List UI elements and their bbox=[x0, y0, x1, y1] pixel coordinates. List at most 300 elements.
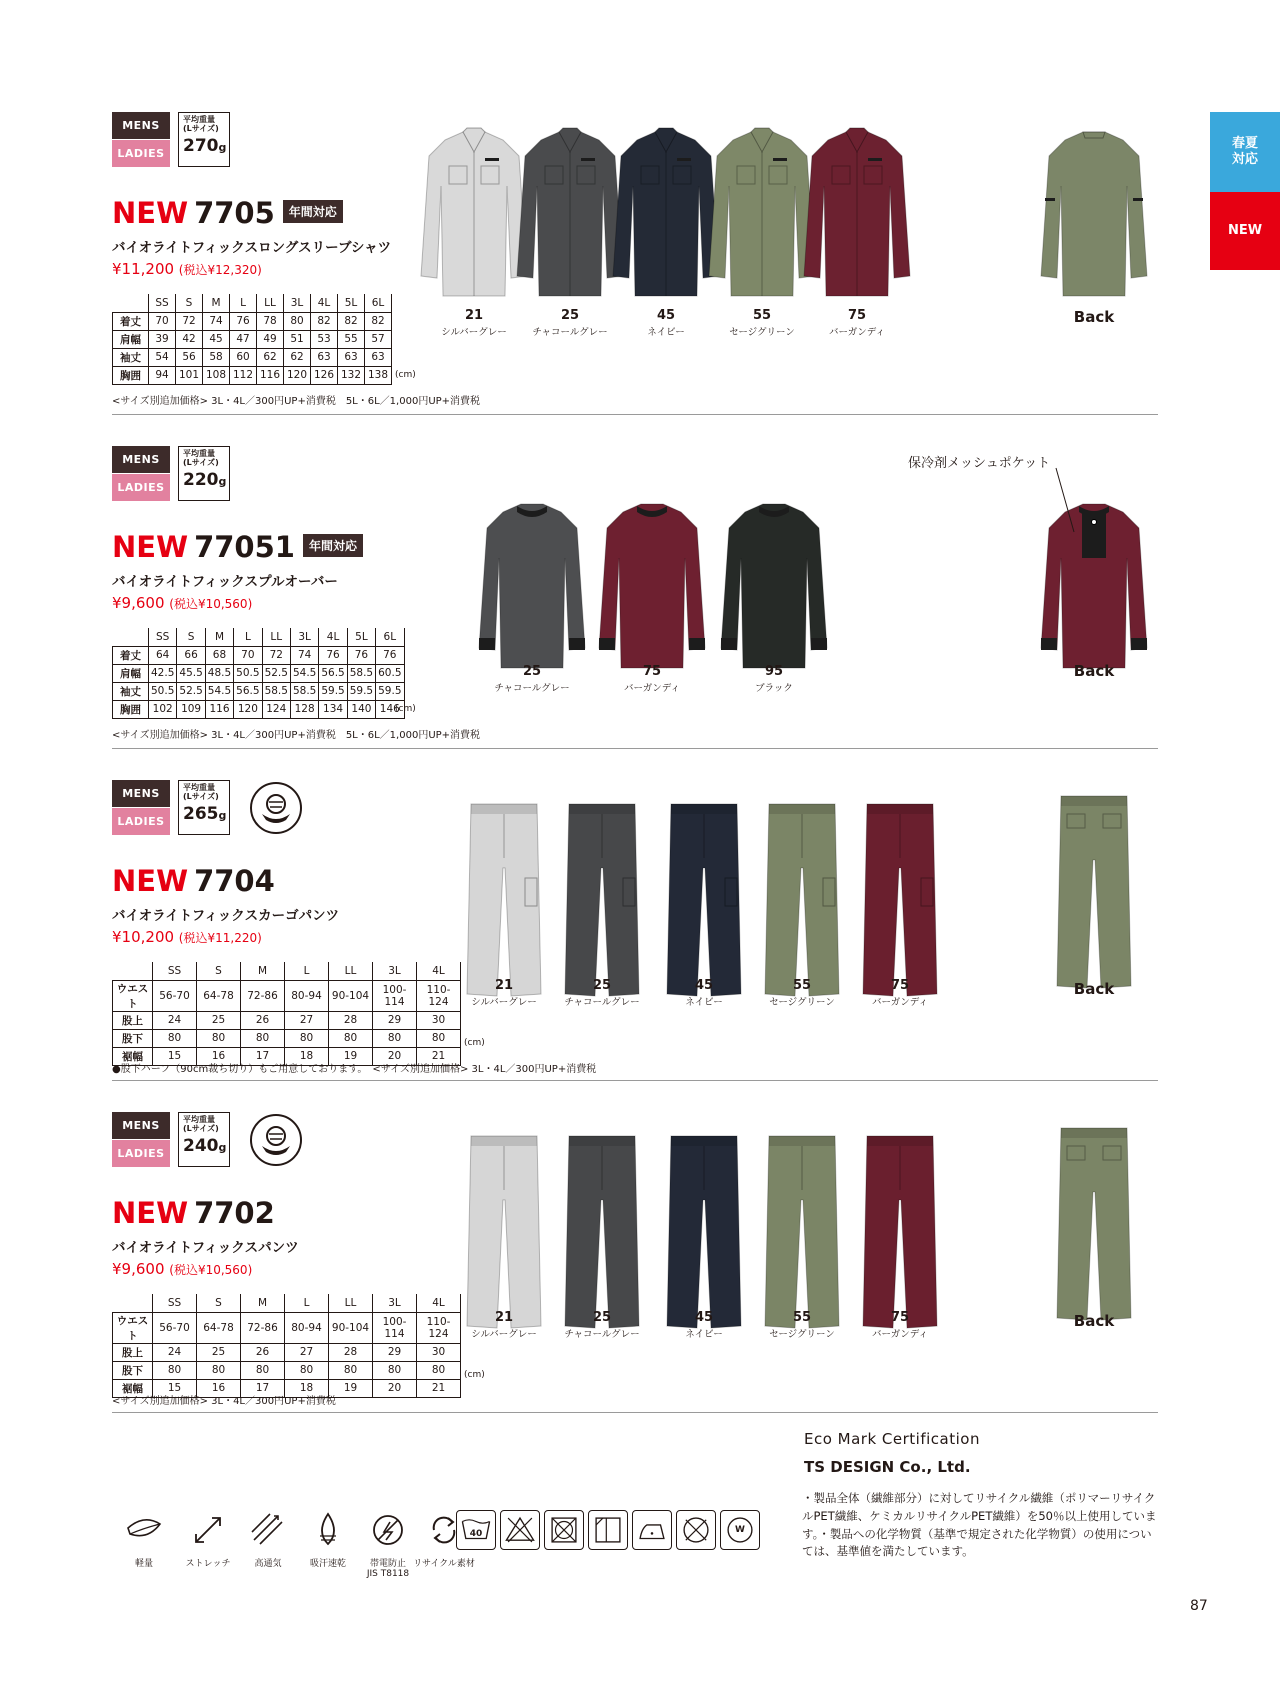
table-cell: 63 bbox=[338, 348, 365, 366]
table-cell: 50.5 bbox=[234, 664, 262, 682]
table-cell: 18 bbox=[285, 1379, 329, 1397]
section-divider bbox=[112, 1080, 1158, 1081]
color-name: セージグリーン bbox=[769, 1329, 835, 1340]
product-image-55 bbox=[759, 1130, 845, 1334]
table-cell: 24 bbox=[153, 1011, 197, 1029]
eco-mark-title: Eco Mark Certification bbox=[804, 1430, 980, 1448]
table-cell: 80 bbox=[284, 312, 311, 330]
table-cell: 25 bbox=[197, 1011, 241, 1029]
color-code: 25 bbox=[592, 978, 612, 993]
table-cell: 53 bbox=[311, 330, 338, 348]
table-row bbox=[113, 1312, 461, 1343]
weight-label: 平均重量 (Lサイズ) bbox=[183, 449, 219, 467]
table-cell: 80 bbox=[153, 1361, 197, 1379]
color-name: バーガンディ bbox=[623, 683, 681, 694]
color-name: セージグリーン bbox=[769, 997, 835, 1008]
eco-description: ・製品全体（繊維部分）に対してリサイクル繊維（ポリマーリサイクルPET繊維、ケミカルリサイクルPET繊維）を50％以上使用しています。・製品への化学物質（基準で規定された化学物質）の使用については、基準値を満たしています。 bbox=[802, 1491, 1157, 1559]
feature-label: 帯電防止 JIS T8118 bbox=[366, 1559, 410, 1579]
table-cell: 45 bbox=[203, 330, 230, 348]
unit-label: (cm) bbox=[464, 1370, 485, 1380]
new-label: NEW bbox=[112, 196, 189, 230]
new-label: NEW bbox=[112, 1196, 189, 1230]
color-name: ネイビー bbox=[685, 1329, 723, 1340]
size-header: 4L bbox=[417, 1294, 461, 1312]
row-label: 袖丈 bbox=[113, 348, 149, 366]
size-header: M bbox=[205, 628, 233, 646]
table-cell: 60.5 bbox=[376, 664, 404, 682]
table-cell: 64-78 bbox=[197, 980, 241, 1011]
table-cell: 15 bbox=[153, 1379, 197, 1397]
table-cell: 80 bbox=[241, 1029, 285, 1047]
ladies-badge: LADIES bbox=[112, 474, 170, 501]
product-image-45 bbox=[661, 798, 747, 1002]
back-view-image bbox=[1035, 126, 1153, 310]
weight-label: 平均重量 (Lサイズ) bbox=[183, 783, 219, 801]
table-cell: 80 bbox=[197, 1029, 241, 1047]
no-tumble-dry-icon bbox=[544, 1510, 584, 1550]
color-name: チャコールグレー bbox=[564, 997, 640, 1008]
ladies-badge: LADIES bbox=[112, 1140, 170, 1167]
size-header: M bbox=[241, 962, 285, 980]
feature-water-drop bbox=[296, 1510, 360, 1569]
table-cell: 90-104 bbox=[329, 1312, 373, 1343]
table-cell: 63 bbox=[365, 348, 392, 366]
table-cell: 110-124 bbox=[417, 1312, 461, 1343]
table-cell: 128 bbox=[290, 700, 318, 718]
eco-badge-icon bbox=[250, 1114, 302, 1166]
table-cell: 72-86 bbox=[241, 1312, 285, 1343]
table-cell: 100-114 bbox=[373, 980, 417, 1011]
table-cell: 21 bbox=[417, 1379, 461, 1397]
size-header: S bbox=[197, 962, 241, 980]
feature-label: 吸汗速乾 bbox=[309, 1559, 346, 1569]
product-name: バイオライトフィックスパンツ bbox=[112, 1240, 299, 1256]
table-cell: 56.5 bbox=[319, 664, 347, 682]
table-cell: 15 bbox=[153, 1047, 197, 1065]
color-code: 25 bbox=[560, 308, 580, 323]
table-cell: 116 bbox=[205, 700, 233, 718]
size-header: L bbox=[230, 294, 257, 312]
table-cell: 132 bbox=[338, 366, 365, 384]
antistatic-icon bbox=[368, 1510, 408, 1550]
size-header: 3L bbox=[284, 294, 311, 312]
table-cell: 116 bbox=[257, 366, 284, 384]
color-name: チャコールグレー bbox=[494, 683, 570, 694]
color-code: 45 bbox=[656, 308, 676, 323]
no-bleach-icon bbox=[500, 1510, 540, 1550]
table-cell: 58.5 bbox=[347, 664, 375, 682]
product-image-25 bbox=[559, 798, 645, 1002]
size-chart-table bbox=[112, 628, 405, 719]
table-cell: 76 bbox=[376, 646, 404, 664]
size-header: LL bbox=[257, 294, 284, 312]
season-badge: 年間対応 bbox=[283, 200, 343, 223]
row-label: ウエスト bbox=[113, 1312, 153, 1343]
product-price: ¥9,600 (税込¥10,560) bbox=[112, 594, 253, 612]
row-label: 股下 bbox=[113, 1361, 153, 1379]
color-name: ネイビー bbox=[685, 997, 723, 1008]
table-cell: 80 bbox=[285, 1361, 329, 1379]
table-row bbox=[113, 700, 405, 718]
no-dry-clean-icon bbox=[676, 1510, 716, 1550]
feather-icon bbox=[124, 1510, 164, 1550]
table-cell: 62 bbox=[284, 348, 311, 366]
table-cell: 80-94 bbox=[285, 1312, 329, 1343]
mesh-pocket-label: 保冷剤メッシュポケット bbox=[908, 456, 1051, 471]
color-code: 75 bbox=[642, 664, 662, 679]
table-cell: 29 bbox=[373, 1011, 417, 1029]
table-cell: 80 bbox=[329, 1361, 373, 1379]
color-code: 75 bbox=[847, 308, 867, 323]
product-price: ¥9,600 (税込¥10,560) bbox=[112, 1260, 253, 1278]
back-view-image bbox=[1051, 790, 1137, 994]
weight-value: 220g bbox=[183, 469, 227, 490]
table-cell: 27 bbox=[285, 1343, 329, 1361]
table-cell: 72-86 bbox=[241, 980, 285, 1011]
product-code: 7702 bbox=[194, 1196, 275, 1230]
product-title bbox=[112, 1196, 275, 1230]
table-cell: 60 bbox=[230, 348, 257, 366]
table-cell: 42 bbox=[176, 330, 203, 348]
table-cell: 16 bbox=[197, 1047, 241, 1065]
spring-summer-tab bbox=[1210, 112, 1280, 192]
weight-value: 270g bbox=[183, 135, 227, 156]
table-cell: 80 bbox=[373, 1361, 417, 1379]
size-header: L bbox=[234, 628, 262, 646]
color-name: セージグリーン bbox=[729, 327, 795, 338]
product-image-45 bbox=[661, 1130, 747, 1334]
color-name: ブラック bbox=[755, 683, 793, 694]
product-price: ¥11,200 (税込¥12,320) bbox=[112, 260, 262, 278]
size-header: 3L bbox=[290, 628, 318, 646]
table-cell: 18 bbox=[285, 1047, 329, 1065]
line-dry-icon bbox=[588, 1510, 628, 1550]
table-row bbox=[113, 1361, 461, 1379]
table-cell: 80-94 bbox=[285, 980, 329, 1011]
table-row bbox=[113, 1343, 461, 1361]
care-text: W bbox=[735, 1525, 745, 1535]
table-cell: 101 bbox=[176, 366, 203, 384]
table-cell: 29 bbox=[373, 1343, 417, 1361]
unit-label: (cm) bbox=[395, 370, 416, 380]
color-code: 55 bbox=[752, 308, 772, 323]
size-header: 4L bbox=[311, 294, 338, 312]
color-code: 55 bbox=[792, 978, 812, 993]
weight-value: 240g bbox=[183, 1135, 227, 1156]
table-cell: 140 bbox=[347, 700, 375, 718]
table-cell: 66 bbox=[177, 646, 205, 664]
product-code: 77051 bbox=[194, 530, 295, 564]
row-label: 裾幅 bbox=[113, 1047, 153, 1065]
gender-badge bbox=[112, 112, 170, 167]
table-row bbox=[113, 348, 392, 366]
table-cell: 62 bbox=[257, 348, 284, 366]
table-cell: 82 bbox=[338, 312, 365, 330]
iron-low-icon bbox=[632, 1510, 672, 1550]
size-chart-table bbox=[112, 294, 392, 385]
back-label: Back bbox=[1073, 980, 1115, 998]
product-section-77051 bbox=[112, 446, 1158, 766]
size-header: 5L bbox=[347, 628, 375, 646]
table-cell: 72 bbox=[262, 646, 290, 664]
unit-label: (cm) bbox=[395, 704, 416, 714]
table-cell: 45.5 bbox=[177, 664, 205, 682]
weight-label: 平均重量 (Lサイズ) bbox=[183, 1115, 219, 1133]
table-cell: 56-70 bbox=[153, 1312, 197, 1343]
product-image-55 bbox=[759, 798, 845, 1002]
size-header: 5L bbox=[338, 294, 365, 312]
row-label: 袖丈 bbox=[113, 682, 149, 700]
season-badge: 年間対応 bbox=[303, 534, 363, 557]
table-cell: 52.5 bbox=[262, 664, 290, 682]
size-header: SS bbox=[153, 1294, 197, 1312]
product-title bbox=[112, 196, 343, 230]
size-header: L bbox=[285, 962, 329, 980]
size-header: SS bbox=[149, 628, 177, 646]
size-price-note: <サイズ別追加価格> 3L・4L／300円UP+消費税 5L・6L／1,000円UP+消費税 bbox=[112, 396, 481, 407]
size-header: LL bbox=[329, 1294, 373, 1312]
color-name: シルバーグレー bbox=[471, 997, 537, 1008]
table-row bbox=[113, 980, 461, 1011]
product-code: 7705 bbox=[194, 196, 275, 230]
table-cell: 59.5 bbox=[376, 682, 404, 700]
size-header: M bbox=[203, 294, 230, 312]
table-cell: 70 bbox=[149, 312, 176, 330]
size-header: 3L bbox=[373, 962, 417, 980]
feature-label: 高通気 bbox=[254, 1559, 282, 1569]
row-label: 着丈 bbox=[113, 646, 149, 664]
new-label: NEW bbox=[112, 864, 189, 898]
table-cell: 80 bbox=[373, 1029, 417, 1047]
table-cell: 39 bbox=[149, 330, 176, 348]
size-price-note: <サイズ別追加価格> 3L・4L／300円UP+消費税 bbox=[112, 1396, 336, 1407]
table-cell: 48.5 bbox=[205, 664, 233, 682]
row-label: 股上 bbox=[113, 1343, 153, 1361]
back-view-image bbox=[1051, 1122, 1137, 1326]
table-cell: 54.5 bbox=[205, 682, 233, 700]
gender-badge bbox=[112, 1112, 170, 1167]
weight-value: 265g bbox=[183, 803, 227, 824]
product-code: 7704 bbox=[194, 864, 275, 898]
color-name: バーガンディ bbox=[828, 327, 886, 338]
table-cell: 102 bbox=[149, 700, 177, 718]
table-cell: 30 bbox=[417, 1343, 461, 1361]
new-tab bbox=[1210, 192, 1280, 270]
table-cell: 90-104 bbox=[329, 980, 373, 1011]
table-cell: 74 bbox=[290, 646, 318, 664]
table-cell: 58.5 bbox=[262, 682, 290, 700]
table-cell: 110-124 bbox=[417, 980, 461, 1011]
table-cell: 134 bbox=[319, 700, 347, 718]
table-cell: 52.5 bbox=[177, 682, 205, 700]
table-cell: 54.5 bbox=[290, 664, 318, 682]
table-cell: 26 bbox=[241, 1011, 285, 1029]
size-price-note: <サイズ別追加価格> 3L・4L／300円UP+消費税 5L・6L／1,000円UP+消費税 bbox=[112, 730, 481, 741]
feature-antistatic bbox=[356, 1510, 420, 1579]
table-cell: 82 bbox=[365, 312, 392, 330]
size-header: 4L bbox=[417, 962, 461, 980]
gender-badge bbox=[112, 446, 170, 501]
size-header: M bbox=[241, 1294, 285, 1312]
size-header: L bbox=[285, 1294, 329, 1312]
color-code: 25 bbox=[522, 664, 542, 679]
table-cell: 59.5 bbox=[319, 682, 347, 700]
row-label: 胸囲 bbox=[113, 700, 149, 718]
size-header: LL bbox=[262, 628, 290, 646]
table-cell: 120 bbox=[234, 700, 262, 718]
average-weight-box bbox=[178, 1112, 230, 1167]
product-title bbox=[112, 530, 363, 564]
table-cell: 112 bbox=[230, 366, 257, 384]
product-name: バイオライトフィックスプルオーバー bbox=[112, 574, 338, 590]
color-name: バーガンディ bbox=[871, 1329, 929, 1340]
table-cell: 19 bbox=[329, 1379, 373, 1397]
mens-badge: MENS bbox=[112, 780, 170, 807]
table-cell: 70 bbox=[234, 646, 262, 664]
table-cell: 100-114 bbox=[373, 1312, 417, 1343]
table-cell: 20 bbox=[373, 1379, 417, 1397]
product-title bbox=[112, 864, 275, 898]
table-cell: 56 bbox=[176, 348, 203, 366]
wash-40-icon bbox=[456, 1510, 496, 1550]
color-code: 55 bbox=[792, 1310, 812, 1325]
color-name: シルバーグレー bbox=[471, 1329, 537, 1340]
company-name: TS DESIGN Co., Ltd. bbox=[804, 1458, 971, 1476]
product-image-75 bbox=[857, 798, 943, 1002]
unit-label: (cm) bbox=[464, 1038, 485, 1048]
section-divider bbox=[112, 1412, 1158, 1413]
color-name: シルバーグレー bbox=[441, 327, 507, 338]
table-cell: 138 bbox=[365, 366, 392, 384]
feature-feather bbox=[112, 1510, 176, 1569]
size-header: SS bbox=[153, 962, 197, 980]
product-image-25 bbox=[473, 498, 591, 682]
page-number: 87 bbox=[1190, 1598, 1208, 1614]
table-cell: 56.5 bbox=[234, 682, 262, 700]
product-image-75 bbox=[593, 498, 711, 682]
row-label: 裾幅 bbox=[113, 1379, 153, 1397]
size-chart-table bbox=[112, 1294, 461, 1398]
product-image-21 bbox=[461, 1130, 547, 1334]
ladies-badge: LADIES bbox=[112, 808, 170, 835]
color-name: ネイビー bbox=[647, 327, 685, 338]
color-code: 21 bbox=[494, 1310, 514, 1325]
product-price: ¥10,200 (税込¥11,220) bbox=[112, 928, 262, 946]
table-cell: 58 bbox=[203, 348, 230, 366]
back-label: Back bbox=[1073, 662, 1115, 680]
table-cell: 55 bbox=[338, 330, 365, 348]
wet-clean-icon bbox=[720, 1510, 760, 1550]
table-cell: 146 bbox=[376, 700, 404, 718]
spring-tab-label: 春夏 対応 bbox=[1231, 135, 1258, 167]
ladies-badge: LADIES bbox=[112, 140, 170, 167]
size-header: SS bbox=[149, 294, 176, 312]
feature-stretch bbox=[176, 1510, 240, 1569]
table-cell: 50.5 bbox=[149, 682, 177, 700]
table-cell: 17 bbox=[241, 1047, 285, 1065]
table-cell: 80 bbox=[417, 1029, 461, 1047]
table-cell: 80 bbox=[153, 1029, 197, 1047]
table-cell: 94 bbox=[149, 366, 176, 384]
new-tab-label: NEW bbox=[1227, 222, 1263, 238]
color-code: 75 bbox=[890, 978, 910, 993]
new-label: NEW bbox=[112, 530, 189, 564]
table-cell: 56-70 bbox=[153, 980, 197, 1011]
table-cell: 74 bbox=[203, 312, 230, 330]
product-image-95 bbox=[715, 498, 833, 682]
size-header: S bbox=[177, 628, 205, 646]
stretch-icon bbox=[188, 1510, 228, 1550]
section-divider bbox=[112, 748, 1158, 749]
table-cell: 82 bbox=[311, 312, 338, 330]
water-drop-icon bbox=[308, 1510, 348, 1550]
color-code: 21 bbox=[464, 308, 484, 323]
feature-label: リサイクル素材 bbox=[413, 1559, 475, 1569]
table-cell: 16 bbox=[197, 1379, 241, 1397]
row-label: ウエスト bbox=[113, 980, 153, 1011]
table-cell: 109 bbox=[177, 700, 205, 718]
table-cell: 24 bbox=[153, 1343, 197, 1361]
product-image-75 bbox=[798, 126, 916, 310]
average-weight-box bbox=[178, 446, 230, 501]
product-section-7705 bbox=[112, 112, 1158, 432]
mens-badge: MENS bbox=[112, 112, 170, 139]
product-image-25 bbox=[559, 1130, 645, 1334]
row-label: 股上 bbox=[113, 1011, 153, 1029]
table-cell: 80 bbox=[285, 1029, 329, 1047]
table-cell: 124 bbox=[262, 700, 290, 718]
product-image-21 bbox=[461, 798, 547, 1002]
table-row bbox=[113, 312, 392, 330]
table-cell: 59.5 bbox=[347, 682, 375, 700]
mens-badge: MENS bbox=[112, 446, 170, 473]
row-label: 股下 bbox=[113, 1029, 153, 1047]
table-cell: 58.5 bbox=[290, 682, 318, 700]
row-label: 着丈 bbox=[113, 312, 149, 330]
color-code: 95 bbox=[764, 664, 784, 679]
product-section-7704 bbox=[112, 780, 1158, 1100]
size-price-note: ●股下ハーフ（90cm裁ち切り）もご用意しております。 <サイズ別追加価格> 3L・4L／300円UP+消費税 bbox=[112, 1064, 597, 1075]
table-cell: 80 bbox=[329, 1029, 373, 1047]
table-cell: 21 bbox=[417, 1047, 461, 1065]
product-section-7702 bbox=[112, 1112, 1158, 1432]
table-cell: 76 bbox=[347, 646, 375, 664]
color-code: 25 bbox=[592, 1310, 612, 1325]
size-header: S bbox=[176, 294, 203, 312]
table-cell: 64-78 bbox=[197, 1312, 241, 1343]
average-weight-box bbox=[178, 112, 230, 167]
table-cell: 28 bbox=[329, 1343, 373, 1361]
color-code: 45 bbox=[694, 978, 714, 993]
air-flow-icon bbox=[248, 1510, 288, 1550]
size-header: 4L bbox=[319, 628, 347, 646]
table-cell: 17 bbox=[241, 1379, 285, 1397]
size-header: 3L bbox=[373, 1294, 417, 1312]
feature-label: ストレッチ bbox=[185, 1559, 231, 1569]
size-header: S bbox=[197, 1294, 241, 1312]
table-cell: 76 bbox=[230, 312, 257, 330]
table-row bbox=[113, 664, 405, 682]
size-chart-table bbox=[112, 962, 461, 1066]
section-divider bbox=[112, 414, 1158, 415]
color-name: チャコールグレー bbox=[532, 327, 608, 338]
product-name: バイオライトフィックスロングスリーブシャツ bbox=[112, 240, 392, 256]
color-name: バーガンディ bbox=[871, 997, 929, 1008]
table-cell: 126 bbox=[311, 366, 338, 384]
back-label: Back bbox=[1073, 308, 1115, 326]
feature-air-flow bbox=[236, 1510, 300, 1569]
table-cell: 78 bbox=[257, 312, 284, 330]
